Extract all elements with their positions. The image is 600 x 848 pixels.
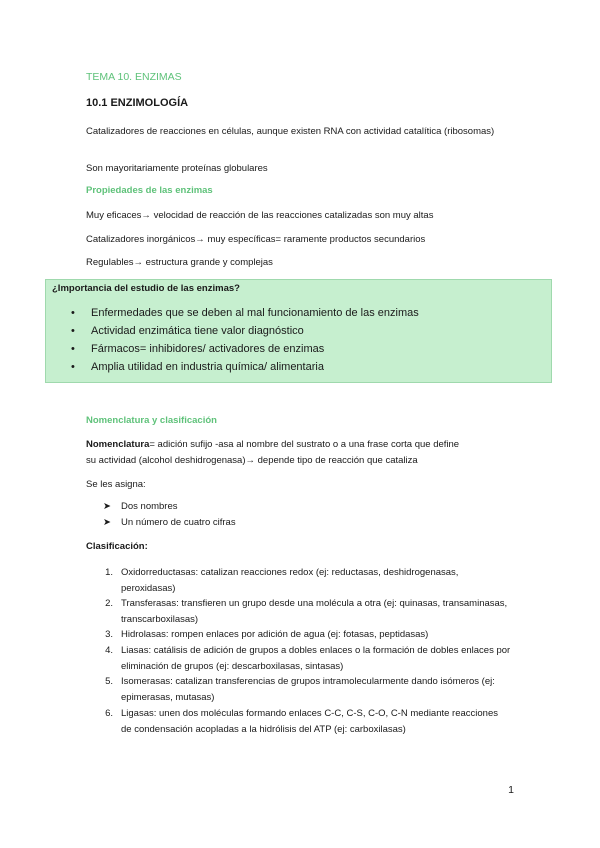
nomenclature-label: Nomenclatura bbox=[86, 439, 150, 450]
nomenclature-line-2: su actividad (alcohol deshidrogenasa)→ depende tipo de reacción que cataliza bbox=[86, 455, 418, 466]
assign-intro: Se les asigna: bbox=[86, 479, 146, 490]
arrow-bullet-icon: ➤ bbox=[103, 501, 111, 512]
properties-heading: Propiedades de las enzimas bbox=[86, 185, 213, 196]
property-1: Muy eficaces→ velocidad de reacción de las reacciones catalizadas son muy altas bbox=[86, 210, 434, 221]
property-3: Regulables→ estructura grande y complejas bbox=[86, 257, 273, 268]
property-2: Catalizadores inorgánicos→ muy específicas= raramente productos secundarios bbox=[86, 234, 426, 245]
intro-paragraph-1: Catalizadores de reacciones en células, aunque existen RNA con actividad catalítica (ribosomas) bbox=[86, 126, 495, 137]
bullet-icon: • bbox=[71, 307, 75, 319]
classification-heading: Clasificación: bbox=[86, 541, 148, 552]
intro-paragraph-2: Son mayoritariamente proteínas globulares bbox=[86, 163, 268, 174]
bullet-icon: • bbox=[71, 325, 75, 337]
nomenclature-heading: Nomenclatura y clasificación bbox=[86, 415, 217, 426]
section-heading: 10.1 ENZIMOLOGÍA bbox=[86, 97, 189, 109]
bullet-icon: • bbox=[71, 361, 75, 373]
topic-title: TEMA 10. ENZIMAS bbox=[86, 71, 182, 83]
page-number: 1 bbox=[508, 784, 514, 796]
arrow-bullet-icon: ➤ bbox=[103, 517, 111, 528]
document-page: TEMA 10. ENZIMAS 10.1 ENZIMOLOGÍA Catalizadores de reacciones en células, aunque existen RNA con actividad catalítica (ribosomas) Son mayoritariamente proteínas globulares Propiedades de las enzimas Muy eficaces→ velocidad de reacción de las reacciones catalizadas son muy altas Catalizadores inorgánicos→ muy específicas= raramente productos secundarios Regulables→ estructura grande y complejas ¿Importancia del estudio de las enzimas? • Enfermedades que se deben al mal funcionamiento de las enzimas • Actividad enzimática tiene valor diagnóstico • Fármacos= inhibidores/ activadores de enzimas • Amplia utilidad en industria química/ alimentaria Nomenclatura y clasificación Nomenclatura= adición sufijo -asa al nombre del sustrato o a una frase corta que define su actividad (alcohol deshidrogenasa)→ depende tipo de reacción que cataliza Se les asigna: ➤ Dos nombres ➤ Un número de cuatro cifras Clasificación: 1. Oxidorreductasas: catalizan reacciones redox (ej: reductasas, deshidrogenasas, peroxidasas) 2. Transferasas: transfieren un grupo desde una molécula a otra (ej: quinasas, transaminasas, transcarboxilasas) 3. Hidrolasas: rompen enlaces por adición de agua (ej: fotasas, peptidasas) 4. Liasas: catálisis de adición de grupos a dobles enlaces o la formación de dobles enlaces por eliminación de grupos (ej: descarboxilasas, sintasas) 5. Isomerasas: catalizan transferencias de grupos intramolecularmente dando isómeros (ej: epimerasas, mutasas) 6. Ligasas: unen dos moléculas formando enlaces C-C, C-S, C-O, C-N mediante reacciones de condensación acopladas a la hidrólisis del ATP (ej: carboxilasas) 1 bbox=[0, 0, 600, 848]
nomenclature-line-1: Nomenclatura= adición sufijo -asa al nombre del sustrato o a una frase corta que define bbox=[86, 439, 460, 450]
bullet-icon: • bbox=[71, 343, 75, 355]
importance-box-title: ¿Importancia del estudio de las enzimas? bbox=[52, 283, 240, 294]
